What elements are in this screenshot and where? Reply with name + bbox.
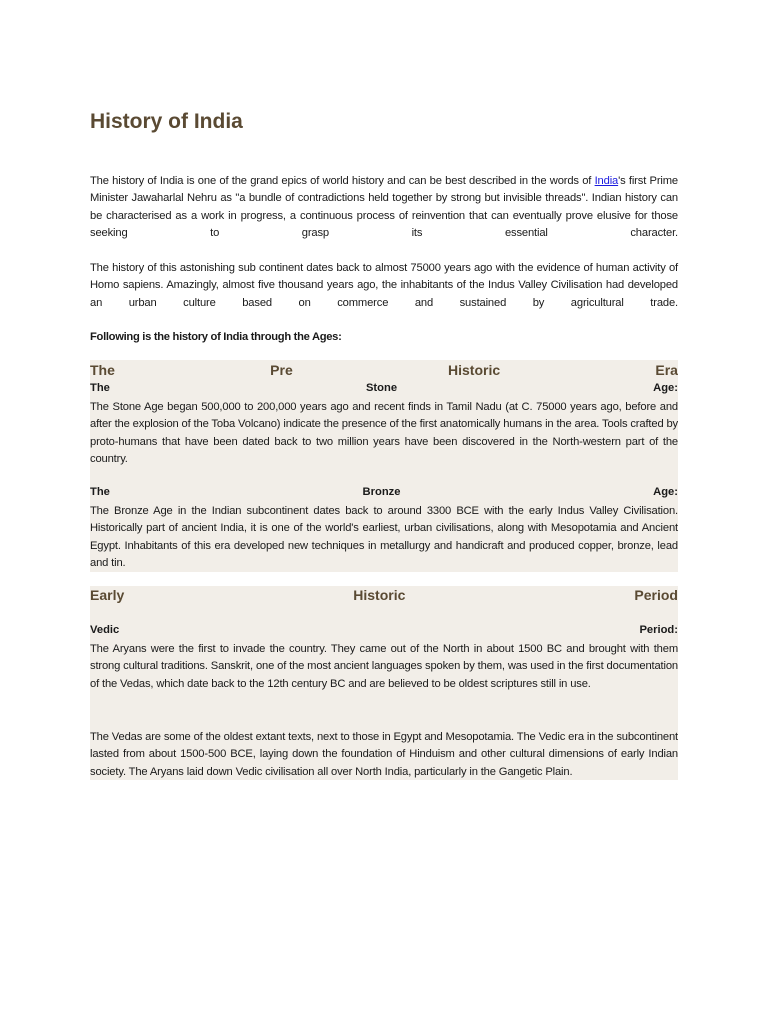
vedic-period-text: The Aryans were the first to invade the country. They came out of the North in about 1500 BC and brought with them strong cultural traditions. Sanskrit, one of the most ancient languages spoken by them, was used in the first documentation of the Vedas, which date back to the 12th century BC and are believed to be oldest scriptures still in use. [90, 643, 678, 690]
heading-word: Historic [353, 587, 406, 603]
bronze-age-heading [90, 486, 678, 498]
india-link[interactable]: India [594, 175, 619, 187]
heading-word: Age: [653, 486, 678, 498]
heading-word: Bronze [362, 486, 401, 498]
vedic-period-heading [90, 624, 678, 636]
heading-word: The [90, 362, 115, 378]
intro-paragraph-1 [90, 173, 678, 243]
bronze-age-text: The Bronze Age in the Indian subcontinent dates back to around 3300 BCE with the early Indus Valley Civilisation. Historically part of ancient India, it is one of the world's earliest, urban civilisations, along with Mesopotamia and Ancient Egypt. Inhabitants of this era developed new techniques in metallurgy and handicraft and produced copper, bronze, lead and tin. [90, 505, 678, 570]
stone-age-text: The Stone Age began 500,000 to 200,000 years ago and recent finds in Tamil Nadu (at C. 75000 years ago, before and after the explosion of the Toba Volcano) indicate the presence of the first anatomically humans in the area. Tools crafted by proto-humans that have been dated back to two million years have been discovered in the North-western part of the country. [90, 401, 678, 466]
early-historic-heading [90, 587, 678, 603]
heading-word: Vedic [90, 624, 120, 636]
heading-word: Era [655, 362, 678, 378]
intro-text-start: The history of India is one of the grand epics of world history and can be best described in the words of [90, 175, 595, 187]
heading-word: Period: [639, 624, 678, 636]
heading-word: Historic [448, 362, 501, 378]
heading-word: The [90, 486, 110, 498]
heading-word: Age: [653, 382, 678, 394]
ages-heading: Following is the history of India through the Ages: [90, 331, 342, 343]
heading-word: Period [634, 587, 678, 603]
vedas-text: The Vedas are some of the oldest extant texts, next to those in Egypt and Mesopotamia. The Vedic era in the subcontinent lasted from about 1500-500 BCE, laying down the foundation of Hinduism and other cultural dimensions of early Indian society. The Aryans laid down Vedic civilisation all over North India, particularly in the Gangetic Plain. [90, 731, 678, 778]
intro-paragraph-2: The history of this astonishing sub continent dates back to almost 75000 years ago with the evidence of human activity of Homo sapiens. Amazingly, almost five thousand years ago, the inhabitants of the Indus Valley Civilisation had developed an urban culture based on commerce and sustained by agricultural trade. [90, 262, 678, 309]
heading-word: The [90, 382, 110, 394]
heading-word: Stone [365, 382, 398, 394]
page-title: History of India [90, 110, 243, 133]
heading-word: Early [90, 587, 125, 603]
pre-historic-heading [90, 362, 678, 378]
heading-word: Pre [270, 362, 293, 378]
stone-age-heading [90, 382, 678, 394]
intro-text-end: 's first Prime Minister Jawaharlal Nehru as "a bundle of contradictions held together by strong but invisible threads". Indian history can be characterised as a work in progress, a continuous process of reinvention that can eventually prove elusive for those seeking to grasp its essential character. [90, 175, 678, 240]
